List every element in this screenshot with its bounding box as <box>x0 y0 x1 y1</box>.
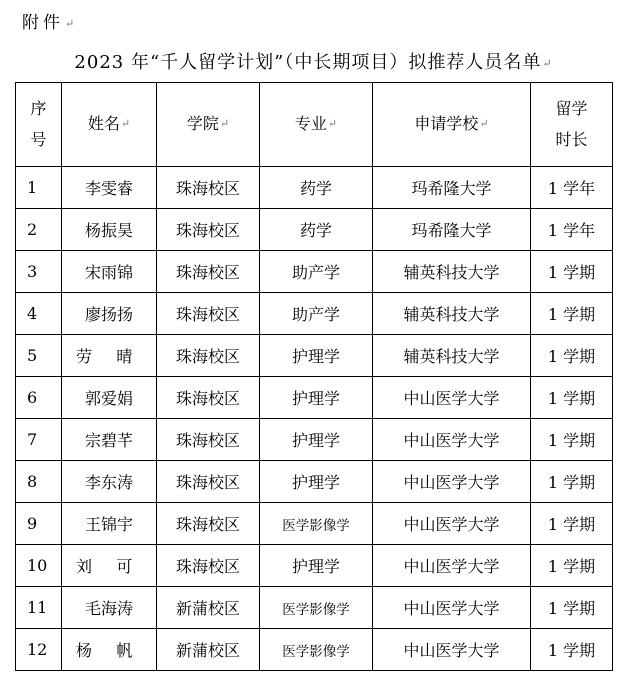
cell-duration: 1 学期 <box>531 293 613 335</box>
table-row <box>16 293 613 335</box>
paragraph-mark-icon: ↵ <box>65 17 79 30</box>
cell-school: 辅英科技大学 <box>373 251 531 293</box>
cell-duration: 1 学期 <box>531 587 613 629</box>
cell-college: 珠海校区 <box>157 545 260 587</box>
cell-duration: 1 学年 <box>531 167 613 209</box>
cell-college: 珠海校区 <box>157 209 260 251</box>
cell-name: 刘 可 <box>62 545 157 587</box>
cell-college: 珠海校区 <box>157 377 260 419</box>
table-row <box>16 587 613 629</box>
cell-name: 王锦宇 <box>62 503 157 545</box>
cell-college: 珠海校区 <box>157 293 260 335</box>
attachment-label: 附件↵ <box>22 13 79 33</box>
cell-major: 药学 <box>260 167 373 209</box>
table-row <box>16 167 613 209</box>
cell-index: 3 <box>16 251 62 293</box>
cell-index: 6 <box>16 377 62 419</box>
cell-college: 新蒲校区 <box>157 629 260 671</box>
cell-college: 珠海校区 <box>157 167 260 209</box>
cell-major: 护理学 <box>260 419 373 461</box>
cell-major: 医学影像学 <box>260 629 373 671</box>
table-row <box>16 209 613 251</box>
table-row <box>16 629 613 671</box>
cell-index: 12 <box>16 629 62 671</box>
table-row <box>16 419 613 461</box>
cell-index: 7 <box>16 419 62 461</box>
header-school: 申请学校↵ <box>373 83 531 167</box>
table-header-row <box>16 83 613 167</box>
cell-name: 劳 晴 <box>62 335 157 377</box>
cell-school: 玛希隆大学 <box>373 209 531 251</box>
cell-college: 珠海校区 <box>157 503 260 545</box>
cell-duration: 1 学期 <box>531 461 613 503</box>
cell-school: 玛希隆大学 <box>373 167 531 209</box>
cell-major: 护理学 <box>260 335 373 377</box>
cell-name: 宗碧芊 <box>62 419 157 461</box>
cell-school: 中山医学大学 <box>373 587 531 629</box>
cell-duration: 1 学期 <box>531 377 613 419</box>
cell-major: 护理学 <box>260 461 373 503</box>
table-row <box>16 251 613 293</box>
cell-name: 郭爱娟 <box>62 377 157 419</box>
table-row <box>16 503 613 545</box>
cell-school: 辅英科技大学 <box>373 293 531 335</box>
cell-major: 医学影像学 <box>260 503 373 545</box>
cell-school: 中山医学大学 <box>373 461 531 503</box>
cell-name: 杨 帆 <box>62 629 157 671</box>
table-row <box>16 335 613 377</box>
cell-major: 医学影像学 <box>260 587 373 629</box>
cell-duration: 1 学期 <box>531 545 613 587</box>
cell-name: 宋雨锦 <box>62 251 157 293</box>
cell-index: 2 <box>16 209 62 251</box>
cell-duration: 1 学期 <box>531 629 613 671</box>
table-row <box>16 461 613 503</box>
cell-name: 李东涛 <box>62 461 157 503</box>
cell-duration: 1 学期 <box>531 419 613 461</box>
cell-name: 廖扬扬 <box>62 293 157 335</box>
cell-index: 4 <box>16 293 62 335</box>
cell-school: 中山医学大学 <box>373 419 531 461</box>
cell-major: 药学 <box>260 209 373 251</box>
cell-school: 中山医学大学 <box>373 377 531 419</box>
cell-index: 11 <box>16 587 62 629</box>
header-major: 专业↵ <box>260 83 373 167</box>
cell-major: 护理学 <box>260 377 373 419</box>
cell-duration: 1 学期 <box>531 503 613 545</box>
cell-school: 辅英科技大学 <box>373 335 531 377</box>
cell-index: 10 <box>16 545 62 587</box>
cell-index: 1 <box>16 167 62 209</box>
cell-duration: 1 学年 <box>531 209 613 251</box>
cell-college: 新蒲校区 <box>157 587 260 629</box>
header-index: 序 号 <box>16 83 62 167</box>
cell-index: 9 <box>16 503 62 545</box>
table-row <box>16 377 613 419</box>
cell-duration: 1 学期 <box>531 335 613 377</box>
header-duration: 留学 时长 <box>531 83 613 167</box>
cell-name: 毛海涛 <box>62 587 157 629</box>
table-row <box>16 545 613 587</box>
cell-college: 珠海校区 <box>157 335 260 377</box>
paragraph-mark-icon: ↵ <box>542 56 553 70</box>
cell-major: 助产学 <box>260 251 373 293</box>
cell-school: 中山医学大学 <box>373 503 531 545</box>
cell-index: 8 <box>16 461 62 503</box>
header-college: 学院↵ <box>157 83 260 167</box>
cell-school: 中山医学大学 <box>373 629 531 671</box>
cell-duration: 1 学期 <box>531 251 613 293</box>
cell-college: 珠海校区 <box>157 419 260 461</box>
cell-major: 助产学 <box>260 293 373 335</box>
cell-major: 护理学 <box>260 545 373 587</box>
cell-college: 珠海校区 <box>157 461 260 503</box>
candidate-table <box>15 82 613 671</box>
cell-index: 5 <box>16 335 62 377</box>
header-name: 姓名↵ <box>62 83 157 167</box>
cell-name: 李雯睿 <box>62 167 157 209</box>
cell-college: 珠海校区 <box>157 251 260 293</box>
cell-school: 中山医学大学 <box>373 545 531 587</box>
cell-name: 杨振昊 <box>62 209 157 251</box>
document-title: 2023 年“千人留学计划”（中长期项目）拟推荐人员名单↵ <box>74 52 553 73</box>
